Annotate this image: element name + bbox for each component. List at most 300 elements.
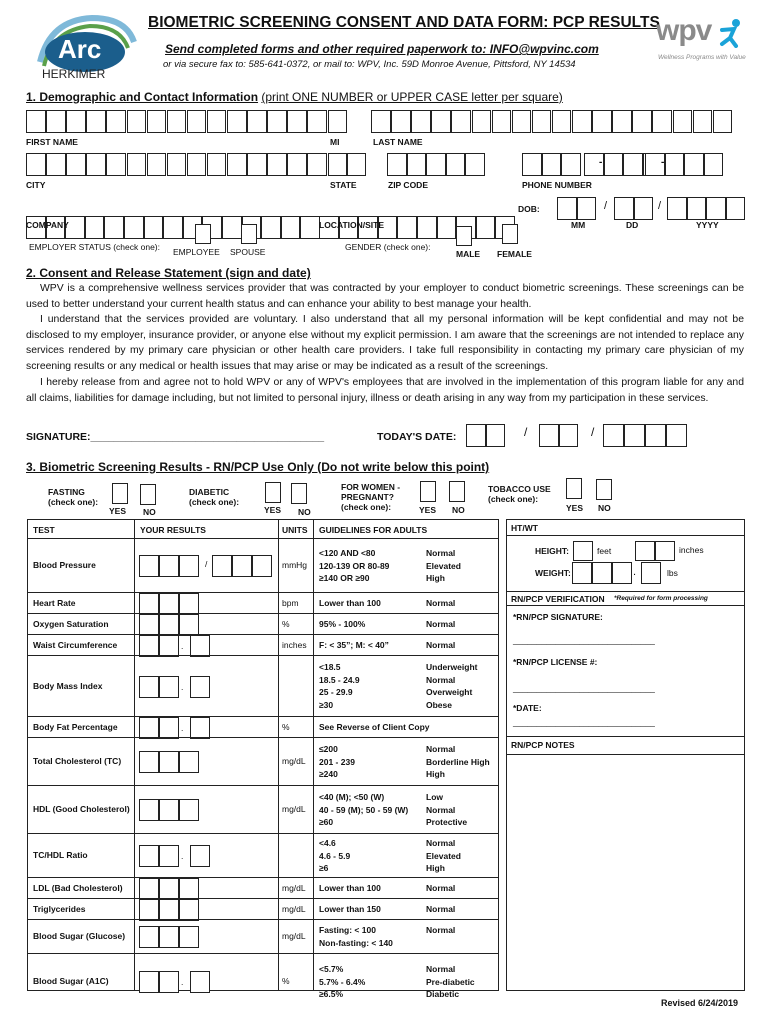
verification-top-rule bbox=[507, 591, 744, 592]
dob-label: DOB: bbox=[518, 204, 540, 214]
result-square[interactable] bbox=[139, 751, 159, 773]
dob-year-square[interactable] bbox=[687, 197, 707, 220]
wpv-logo bbox=[654, 14, 750, 66]
rn-date-line[interactable]: ______________________________ bbox=[513, 717, 655, 727]
test-units: mg/dL bbox=[282, 756, 306, 766]
result-square[interactable] bbox=[190, 635, 210, 657]
result-square[interactable] bbox=[252, 555, 272, 577]
diabetic-no-checkbox[interactable] bbox=[291, 483, 307, 504]
test-name: Blood Sugar (Glucose) bbox=[33, 931, 126, 941]
section3-heading: 3. Biometric Screening Results - RN/PCP Use Only (Do not write below this point) bbox=[26, 460, 490, 474]
fasting-yes-checkbox[interactable] bbox=[112, 483, 128, 504]
company-square[interactable] bbox=[104, 216, 124, 239]
city-square[interactable] bbox=[187, 153, 207, 176]
test-units: % bbox=[282, 618, 290, 629]
result-square[interactable] bbox=[139, 845, 159, 867]
signature-line[interactable]: SIGNATURE:________________________________________ bbox=[26, 431, 325, 443]
result-square[interactable] bbox=[179, 555, 199, 577]
test-units: mmHg bbox=[282, 560, 308, 570]
last-name-square[interactable] bbox=[673, 110, 693, 133]
result-square[interactable] bbox=[159, 971, 179, 993]
test-units: % bbox=[282, 976, 290, 986]
pregnant-label: FOR WOMEN - PREGNANT? (check one): bbox=[341, 482, 401, 512]
result-square[interactable] bbox=[190, 845, 210, 867]
female-label: FEMALE bbox=[497, 249, 532, 259]
last-name-square[interactable] bbox=[713, 110, 733, 133]
spouse-checkbox[interactable] bbox=[241, 224, 257, 244]
result-square[interactable] bbox=[212, 555, 232, 577]
test-units: mg/dL bbox=[282, 931, 306, 941]
result-square[interactable] bbox=[139, 635, 159, 657]
fasting-no-checkbox[interactable] bbox=[140, 484, 156, 505]
revised-date: Revised 6/24/2019 bbox=[661, 998, 739, 1008]
result-square[interactable] bbox=[139, 717, 159, 739]
rn-date-label: *DATE: bbox=[513, 703, 542, 713]
table-row bbox=[28, 899, 498, 920]
required-note: *Required for form processing bbox=[614, 595, 708, 602]
city-square[interactable] bbox=[147, 153, 167, 176]
result-square[interactable] bbox=[139, 555, 159, 577]
male-label: MALE bbox=[456, 249, 481, 259]
table-row bbox=[28, 878, 498, 899]
guideline-range: <40 (M); <50 (W) 40 - 59 (M); 50 - 59 (W) ≥60 bbox=[319, 792, 409, 828]
last-name-square[interactable] bbox=[391, 110, 411, 133]
city-square[interactable] bbox=[227, 153, 247, 176]
zip-square[interactable] bbox=[465, 153, 485, 176]
table-row bbox=[28, 614, 498, 635]
first-name-square[interactable] bbox=[287, 110, 307, 133]
guideline-range: Lower than 100 bbox=[319, 883, 381, 894]
today-day-square[interactable] bbox=[559, 424, 579, 447]
last-name-square[interactable] bbox=[632, 110, 652, 133]
test-units: % bbox=[282, 721, 290, 732]
city-square[interactable] bbox=[46, 153, 66, 176]
test-units: mg/dL bbox=[282, 903, 306, 914]
col-header-guidelines: GUIDELINES FOR ADULTS bbox=[319, 525, 428, 535]
dob-yyyy-label: YYYY bbox=[696, 220, 719, 230]
rn-signature-label: *RN/PCP SIGNATURE: bbox=[513, 612, 603, 622]
city-label: CITY bbox=[26, 180, 46, 190]
company-label: COMPANY bbox=[26, 220, 69, 230]
weight-square[interactable] bbox=[572, 562, 592, 584]
phone-label: PHONE NUMBER bbox=[522, 180, 592, 190]
last-name-square[interactable] bbox=[572, 110, 592, 133]
result-square[interactable] bbox=[179, 926, 199, 948]
result-square[interactable] bbox=[139, 593, 159, 615]
section1-title: 1. Demographic and Contact Information bbox=[26, 90, 259, 104]
wpv-runner-icon bbox=[718, 18, 744, 48]
dob-year-square[interactable] bbox=[667, 197, 687, 220]
last-name-square[interactable] bbox=[411, 110, 431, 133]
guideline-category: Normal Elevated High bbox=[426, 548, 461, 584]
last-name-square[interactable] bbox=[431, 110, 451, 133]
table-row bbox=[28, 656, 498, 717]
height-label: HEIGHT: bbox=[535, 546, 569, 556]
last-name-square[interactable] bbox=[652, 110, 672, 133]
test-name: HDL (Good Cholesterol) bbox=[33, 804, 130, 814]
location-square[interactable] bbox=[476, 216, 496, 239]
company-square[interactable] bbox=[124, 216, 144, 239]
guideline-range: <4.6 4.6 - 5.9 ≥6 bbox=[319, 838, 351, 874]
dob-day-square[interactable] bbox=[614, 197, 634, 220]
city-square[interactable] bbox=[106, 153, 126, 176]
first-name-square[interactable] bbox=[66, 110, 86, 133]
weight-square[interactable] bbox=[612, 562, 632, 584]
result-square[interactable] bbox=[159, 717, 179, 739]
pregnant-no-checkbox[interactable] bbox=[449, 481, 465, 502]
todays-date-label: TODAY'S DATE: bbox=[377, 431, 457, 443]
company-square[interactable] bbox=[163, 216, 183, 239]
pregnant-no-label: NO bbox=[452, 505, 465, 515]
rn-notes-box[interactable] bbox=[506, 754, 745, 991]
consent-paragraph-3 bbox=[26, 375, 744, 406]
result-square[interactable] bbox=[139, 926, 159, 948]
zip-square[interactable] bbox=[407, 153, 427, 176]
last-name-square[interactable] bbox=[612, 110, 632, 133]
rn-signature-line[interactable]: ______________________________ bbox=[513, 635, 655, 645]
phone-square[interactable] bbox=[542, 153, 562, 176]
result-square[interactable] bbox=[179, 614, 199, 636]
test-name: LDL (Bad Cholesterol) bbox=[33, 882, 123, 893]
result-square[interactable] bbox=[179, 878, 199, 900]
company-square[interactable] bbox=[300, 216, 320, 239]
city-square[interactable] bbox=[307, 153, 327, 176]
guideline-category: Underweight Normal Overweight Obese bbox=[426, 662, 478, 711]
guideline-range: <18.5 18.5 - 24.9 25 - 29.9 ≥30 bbox=[319, 662, 360, 711]
arc-herkimer-logo bbox=[30, 12, 140, 80]
test-name: Heart Rate bbox=[33, 597, 76, 608]
table-row bbox=[28, 954, 498, 1010]
guideline-range: 95% - 100% bbox=[319, 619, 366, 630]
city-square[interactable] bbox=[26, 153, 46, 176]
last-name-square[interactable] bbox=[371, 110, 391, 133]
todays-date-slash-1: / bbox=[524, 425, 528, 439]
guideline-category: Normal bbox=[426, 904, 456, 915]
diabetic-label: DIABETIC (check one): bbox=[189, 487, 240, 507]
dob-day-square[interactable] bbox=[634, 197, 654, 220]
table-row bbox=[28, 834, 498, 878]
decimal-point: . bbox=[181, 851, 184, 861]
test-name: Waist Circumference bbox=[33, 639, 118, 650]
result-square[interactable] bbox=[159, 676, 179, 698]
female-checkbox[interactable] bbox=[502, 224, 518, 244]
table-row bbox=[28, 539, 498, 593]
consent-p3-text: I hereby release from and agree not to hold WPV or any of WPV's employees that are involved in the implementation of this program liable for any and all claims, liabilities for damage including, but not limited to personal injury, illness or death arising in any way from my participation in these services. bbox=[26, 377, 744, 404]
height-inches-square[interactable] bbox=[635, 541, 655, 561]
guideline-range: ≤200 201 - 239 ≥240 bbox=[319, 744, 355, 780]
pregnant-yes-checkbox[interactable] bbox=[420, 481, 436, 502]
state-square[interactable] bbox=[328, 153, 347, 176]
test-name: TC/HDL Ratio bbox=[33, 850, 88, 860]
diabetic-yes-checkbox[interactable] bbox=[265, 482, 281, 503]
result-square[interactable] bbox=[232, 555, 252, 577]
last-name-square[interactable] bbox=[472, 110, 492, 133]
col-header-test: TEST bbox=[33, 525, 55, 535]
test-units: mg/dL bbox=[282, 804, 306, 814]
test-name: Body Fat Percentage bbox=[33, 721, 118, 732]
location-square[interactable] bbox=[437, 216, 457, 239]
table-row bbox=[28, 635, 498, 656]
rn-notes-header: RN/PCP NOTES bbox=[511, 740, 575, 750]
city-square[interactable] bbox=[207, 153, 227, 176]
first-name-square[interactable] bbox=[26, 110, 46, 133]
diabetic-yes-label: YES bbox=[264, 505, 282, 515]
last-name-square[interactable] bbox=[492, 110, 512, 133]
result-square[interactable] bbox=[159, 635, 179, 657]
company-square[interactable] bbox=[144, 216, 164, 239]
phone-square[interactable] bbox=[561, 153, 581, 176]
section2-heading: 2. Consent and Release Statement (sign and date) bbox=[26, 266, 311, 280]
first-name-square[interactable] bbox=[207, 110, 227, 133]
zip-square[interactable] bbox=[387, 153, 407, 176]
first-name-label: FIRST NAME bbox=[26, 137, 78, 147]
zip-square[interactable] bbox=[426, 153, 446, 176]
guideline-category: Normal bbox=[426, 925, 456, 936]
rn-license-label: *RN/PCP LICENSE #: bbox=[513, 657, 598, 667]
fasting-label: FASTING (check one): bbox=[48, 487, 99, 507]
first-name-square[interactable] bbox=[187, 110, 207, 133]
company-square[interactable] bbox=[281, 216, 301, 239]
result-square[interactable] bbox=[179, 593, 199, 615]
tobacco-no-label: NO bbox=[598, 503, 611, 513]
employer-status-label: EMPLOYER STATUS (check one): bbox=[29, 242, 160, 252]
phone-square[interactable] bbox=[684, 153, 704, 176]
state-label: STATE bbox=[330, 180, 357, 190]
guideline-range: See Reverse of Client Copy bbox=[319, 722, 430, 733]
first-name-square[interactable] bbox=[167, 110, 187, 133]
decimal-point: . bbox=[181, 722, 184, 733]
htwt-rule bbox=[507, 535, 744, 536]
result-square[interactable] bbox=[159, 799, 179, 821]
weight-decimal: . bbox=[633, 566, 637, 578]
test-units: bpm bbox=[282, 597, 299, 608]
guideline-range: F: < 35”; M: < 40” bbox=[319, 640, 389, 651]
dob-slash-2: / bbox=[658, 200, 662, 212]
today-year-square[interactable] bbox=[666, 424, 687, 447]
result-square[interactable] bbox=[159, 878, 179, 900]
arc-logo-text: Arc bbox=[58, 34, 102, 64]
dob-year-square[interactable] bbox=[726, 197, 746, 220]
pregnant-yes-label: YES bbox=[419, 505, 437, 515]
dob-slash-1: / bbox=[604, 200, 608, 212]
guideline-category: Low Normal Protective bbox=[426, 792, 468, 828]
employee-checkbox[interactable] bbox=[195, 224, 211, 244]
result-square[interactable] bbox=[159, 845, 179, 867]
first-name-square[interactable] bbox=[267, 110, 287, 133]
phone-square[interactable] bbox=[522, 153, 542, 176]
phone-square[interactable] bbox=[604, 153, 624, 176]
todays-date-slash-2: / bbox=[591, 425, 595, 439]
mi-square[interactable] bbox=[328, 110, 347, 133]
result-square[interactable] bbox=[190, 717, 210, 739]
result-square[interactable] bbox=[139, 614, 159, 636]
result-square[interactable] bbox=[139, 799, 159, 821]
phone-square[interactable] bbox=[665, 153, 685, 176]
last-name-square[interactable] bbox=[693, 110, 713, 133]
result-square[interactable] bbox=[159, 593, 179, 615]
diabetic-no-label: NO bbox=[298, 507, 311, 517]
guideline-range: <5.7% 5.7% - 6.4% ≥6.5% bbox=[319, 964, 366, 1000]
city-square[interactable] bbox=[247, 153, 267, 176]
guideline-range: Fasting: < 100 Non-fasting: < 140 bbox=[319, 925, 393, 948]
today-year-square[interactable] bbox=[645, 424, 666, 447]
col-header-results: YOUR RESULTS bbox=[140, 525, 206, 535]
dob-year-square[interactable] bbox=[706, 197, 726, 220]
tobacco-no-checkbox[interactable] bbox=[596, 479, 612, 500]
result-square[interactable] bbox=[179, 751, 199, 773]
today-month-square[interactable] bbox=[486, 424, 506, 447]
decimal-point: . bbox=[181, 977, 184, 987]
last-name-square[interactable] bbox=[512, 110, 532, 133]
table-row bbox=[28, 717, 498, 738]
result-square[interactable] bbox=[159, 555, 179, 577]
company-square[interactable] bbox=[261, 216, 281, 239]
lbs-label: lbs bbox=[667, 568, 678, 578]
dob-dd-label: DD bbox=[626, 220, 639, 230]
company-square[interactable] bbox=[85, 216, 105, 239]
inches-label: inches bbox=[679, 545, 704, 555]
location-square[interactable] bbox=[397, 216, 417, 239]
first-name-square[interactable] bbox=[86, 110, 106, 133]
today-year-square[interactable] bbox=[624, 424, 645, 447]
result-square[interactable] bbox=[190, 971, 210, 993]
notes-top-rule bbox=[507, 736, 744, 737]
zip-label: ZIP CODE bbox=[388, 180, 428, 190]
guideline-range: Lower than 100 bbox=[319, 598, 381, 609]
first-name-square[interactable] bbox=[307, 110, 327, 133]
first-name-square[interactable] bbox=[247, 110, 267, 133]
decimal-point: . bbox=[181, 640, 184, 651]
consent-paragraph-1 bbox=[26, 281, 744, 312]
rn-license-line[interactable]: ______________________________ bbox=[513, 683, 655, 693]
result-square[interactable] bbox=[159, 751, 179, 773]
city-square[interactable] bbox=[127, 153, 147, 176]
first-name-square[interactable] bbox=[127, 110, 147, 133]
guideline-range: <120 AND <80 120-139 OR 80-89 ≥140 OR ≥90 bbox=[319, 548, 390, 584]
table-row bbox=[28, 786, 498, 834]
phone-square[interactable] bbox=[704, 153, 724, 176]
last-name-square[interactable] bbox=[451, 110, 471, 133]
verification-rule bbox=[507, 605, 744, 606]
first-name-square[interactable] bbox=[147, 110, 167, 133]
last-name-label: LAST NAME bbox=[373, 137, 423, 147]
zip-square[interactable] bbox=[446, 153, 466, 176]
form-title: BIOMETRIC SCREENING CONSENT AND DATA FORM: PCP RESULTS bbox=[148, 14, 660, 31]
section1-note: (print ONE NUMBER or UPPER CASE letter per square) bbox=[261, 90, 563, 104]
state-square[interactable] bbox=[347, 153, 366, 176]
phone-dash-1: - bbox=[599, 157, 603, 168]
consent-p1-text: WPV is a comprehensive wellness services provider that was contracted by your employer to conduct biometric screenings. These screenings can be used to better understand your current health status and can enhance your ability to best manage your health. bbox=[26, 283, 744, 310]
last-name-square[interactable] bbox=[532, 110, 552, 133]
result-square[interactable] bbox=[159, 926, 179, 948]
results-table bbox=[27, 519, 499, 1000]
city-square[interactable] bbox=[287, 153, 307, 176]
dob-month-square[interactable] bbox=[557, 197, 577, 220]
weight-decimal-square[interactable] bbox=[641, 562, 661, 584]
today-month-square[interactable] bbox=[466, 424, 486, 447]
city-square[interactable] bbox=[267, 153, 287, 176]
arc-logo-subtext: HERKIMER bbox=[42, 67, 106, 81]
city-square[interactable] bbox=[86, 153, 106, 176]
wpv-tagline: Wellness Programs with Value bbox=[658, 54, 746, 61]
weight-square[interactable] bbox=[592, 562, 612, 584]
result-square[interactable] bbox=[179, 799, 199, 821]
employee-label: EMPLOYEE bbox=[173, 247, 220, 257]
notes-side-gap bbox=[499, 519, 506, 991]
gender-label: GENDER (check one): bbox=[345, 242, 431, 252]
table-row bbox=[28, 738, 498, 786]
test-name: Blood Sugar (A1C) bbox=[33, 976, 109, 986]
rn-panel bbox=[506, 519, 745, 755]
guideline-category: Normal Borderline High High bbox=[426, 744, 490, 780]
test-units: mg/dL bbox=[282, 882, 306, 893]
result-square[interactable] bbox=[139, 971, 159, 993]
bp-slash: / bbox=[205, 559, 208, 569]
result-square[interactable] bbox=[159, 899, 179, 921]
result-square[interactable] bbox=[139, 878, 159, 900]
fasting-yes-label: YES bbox=[109, 506, 127, 516]
col-header-units: UNITS bbox=[282, 525, 308, 535]
dob-mm-label: MM bbox=[571, 220, 586, 230]
guideline-category: Normal bbox=[426, 619, 456, 630]
test-name: Body Mass Index bbox=[33, 680, 103, 691]
test-units: inches bbox=[282, 639, 307, 650]
tobacco-yes-checkbox[interactable] bbox=[566, 478, 582, 499]
guideline-category: Normal bbox=[426, 640, 456, 651]
htwt-header: HT/WT bbox=[511, 523, 538, 533]
today-year-square[interactable] bbox=[603, 424, 624, 447]
last-name-square[interactable] bbox=[552, 110, 572, 133]
city-square[interactable] bbox=[66, 153, 86, 176]
result-square[interactable] bbox=[139, 676, 159, 698]
consent-p2-text: I understand that the services provided are voluntary. I also understand that all my personal information will be kept confidential and may not be disclosed to my employer, insurance provider, or anyone else without my explicit permission. I am aware that the screenings are not intended to replace any services rendered by my primary care physician or other health care providers. I take full responsibility in contacting my primary care physician of my screening results or any medical or health issues that may arise or may be indicated as a result of the screenings. bbox=[26, 314, 744, 372]
location-square[interactable] bbox=[417, 216, 437, 239]
tobacco-yes-label: YES bbox=[566, 503, 584, 513]
test-name: Total Cholesterol (TC) bbox=[33, 756, 122, 766]
result-square[interactable] bbox=[190, 676, 210, 698]
last-name-square[interactable] bbox=[592, 110, 612, 133]
company-square[interactable] bbox=[222, 216, 242, 239]
result-square[interactable] bbox=[139, 899, 159, 921]
mi-label: MI bbox=[330, 137, 340, 147]
height-inches-square[interactable] bbox=[655, 541, 675, 561]
first-name-square[interactable] bbox=[106, 110, 126, 133]
result-square[interactable] bbox=[179, 899, 199, 921]
today-day-square[interactable] bbox=[539, 424, 559, 447]
guideline-category: Normal Pre-diabetic Diabetic bbox=[426, 964, 475, 1000]
verification-header: RN/PCP VERIFICATION bbox=[511, 594, 605, 604]
send-instructions: Send completed forms and other required paperwork to: INFO@wpvinc.com bbox=[165, 42, 599, 56]
male-checkbox[interactable] bbox=[456, 226, 472, 246]
first-name-square[interactable] bbox=[227, 110, 247, 133]
city-square[interactable] bbox=[167, 153, 187, 176]
height-feet-square[interactable] bbox=[573, 541, 593, 561]
weight-label: WEIGHT: bbox=[535, 568, 571, 578]
spouse-label: SPOUSE bbox=[230, 247, 266, 257]
phone-square[interactable] bbox=[623, 153, 643, 176]
guideline-range: Lower than 150 bbox=[319, 904, 381, 915]
location-label: LOCATION/SITE bbox=[319, 220, 385, 230]
table-row bbox=[28, 593, 498, 614]
guideline-category: Normal bbox=[426, 598, 456, 609]
result-square[interactable] bbox=[159, 614, 179, 636]
fasting-no-label: NO bbox=[143, 507, 156, 517]
tobacco-label: TOBACCO USE (check one): bbox=[488, 484, 551, 504]
feet-label: feet bbox=[597, 546, 612, 556]
table-row bbox=[28, 920, 498, 954]
dob-month-square[interactable] bbox=[577, 197, 597, 220]
first-name-square[interactable] bbox=[46, 110, 66, 133]
